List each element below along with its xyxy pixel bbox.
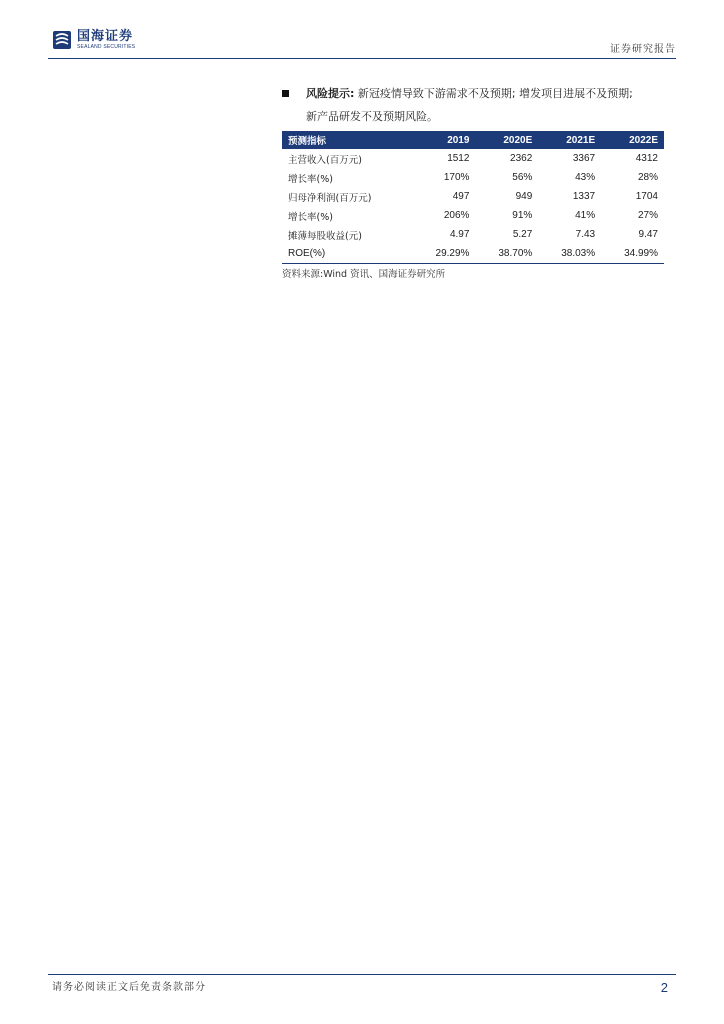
table-cell: 7.43	[575, 229, 596, 240]
table-cell: 2362	[510, 153, 533, 164]
table-row	[282, 244, 664, 264]
header-cell-2020e: 2020E	[475, 131, 538, 149]
table-row	[282, 225, 664, 244]
table-row	[282, 149, 664, 168]
row-label: 增长率(%)	[288, 173, 333, 185]
header-cell-2022e: 2022E	[601, 131, 664, 149]
table-cell: 4.97	[449, 229, 470, 240]
sealand-logo	[52, 30, 135, 50]
forecast-table	[282, 131, 664, 264]
risk-text-line-2: 新产品研发不及预期风险。	[306, 110, 438, 123]
square-bullet-icon	[282, 90, 289, 97]
table-cell: 27%	[637, 210, 658, 221]
risk-warning	[282, 82, 702, 128]
table-cell: 206%	[443, 210, 470, 221]
table-cell: 28%	[637, 172, 658, 183]
row-label: ROE(%)	[282, 244, 413, 264]
table-cell: 4312	[635, 153, 658, 164]
table-cell: 91%	[512, 210, 533, 221]
table-cell: 949	[515, 191, 533, 202]
table-row	[282, 206, 664, 225]
page-number: 2	[660, 980, 668, 995]
table-cell: 1704	[635, 191, 658, 202]
data-source-note: 资料来源:Wind 资讯、国海证券研究所	[282, 269, 446, 280]
row-label: 增长率(%)	[288, 211, 333, 223]
logo-chinese-name: 国海证券	[77, 29, 134, 44]
row-label: 归母净利润(百万元)	[288, 192, 372, 204]
risk-text-line-1: 新冠疫情导致下游需求不及预期; 增发项目进展不及预期;	[357, 87, 633, 100]
table-cell: 1337	[572, 191, 596, 202]
table-cell: 56%	[512, 172, 533, 183]
forecast-table-header-row	[282, 131, 664, 149]
table-cell: 38.03%	[538, 244, 601, 264]
table-cell: 41%	[575, 210, 596, 221]
footer-disclaimer: 请务必阅读正文后免责条款部分	[52, 982, 206, 993]
table-cell: 1512	[447, 153, 470, 164]
table-row	[282, 187, 664, 206]
sealand-logo-icon	[52, 30, 72, 50]
risk-label: 风险提示:	[306, 87, 355, 100]
table-cell: 497	[452, 191, 470, 202]
row-label: 摊薄每股收益(元)	[288, 230, 362, 242]
header-cell-indicator: 预测指标	[282, 131, 413, 149]
table-cell: 29.29%	[413, 244, 476, 264]
table-cell: 3367	[572, 153, 596, 164]
table-cell: 5.27	[512, 229, 533, 240]
page-header	[48, 28, 676, 59]
header-cell-2021e: 2021E	[538, 131, 601, 149]
table-row	[282, 168, 664, 187]
table-cell: 38.70%	[475, 244, 538, 264]
row-label: 主营收入(百万元)	[288, 154, 362, 166]
report-type-label: 证券研究报告	[610, 44, 676, 55]
table-cell: 34.99%	[601, 244, 664, 264]
header-cell-2019: 2019	[413, 131, 476, 149]
logo-english-name: SEALAND SECURITIES	[77, 44, 136, 50]
footer-divider	[48, 974, 676, 975]
table-cell: 9.47	[638, 229, 658, 240]
table-cell: 43%	[575, 172, 596, 183]
table-cell: 170%	[443, 172, 470, 183]
